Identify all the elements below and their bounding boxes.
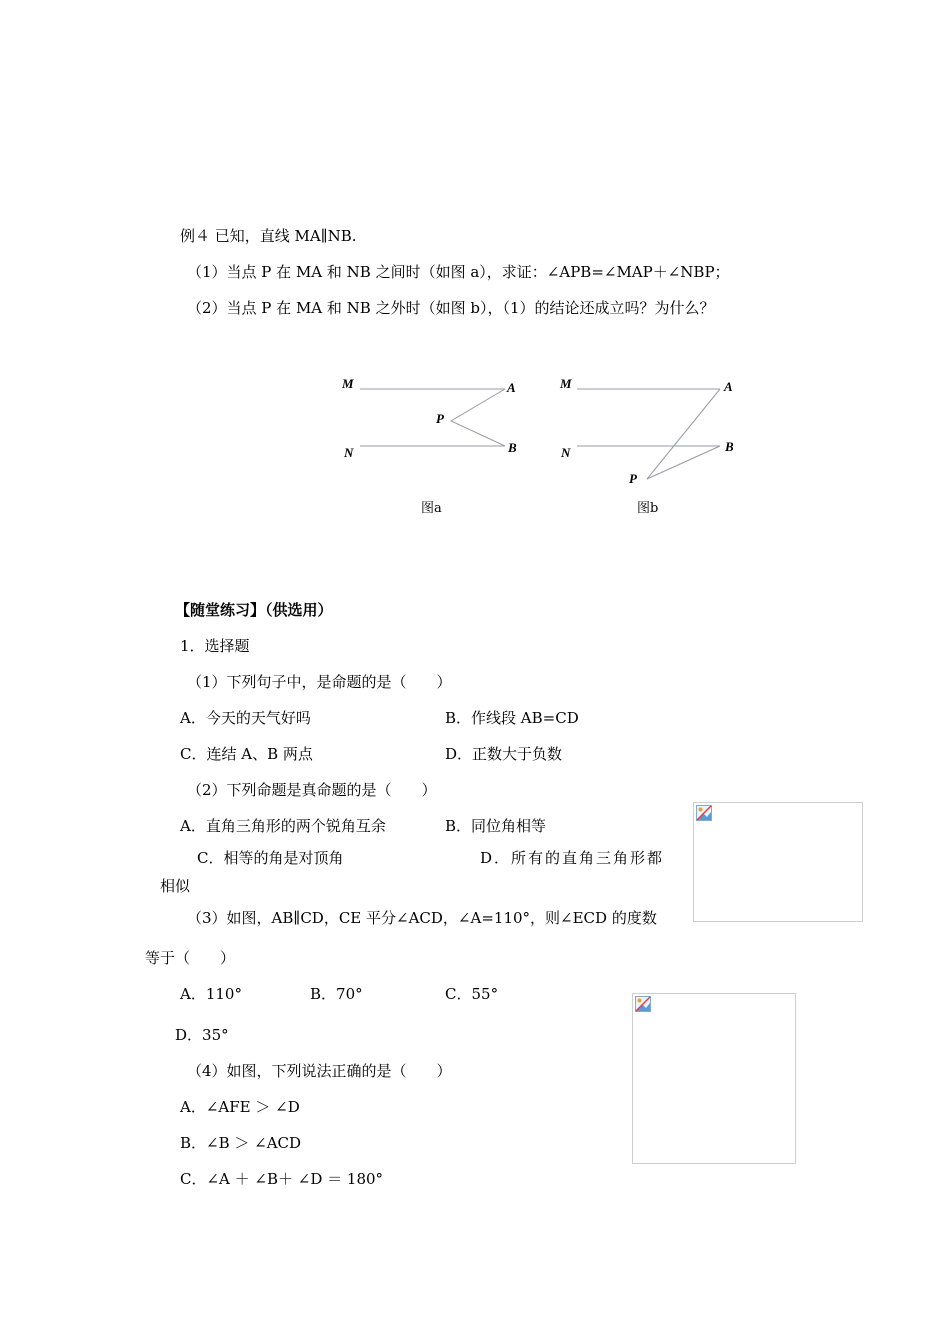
q1-option-a: A．今天的天气好吗 [180, 709, 311, 727]
example-question-1: （1）当点 P 在 MA 和 NB 之间时（如图 a），求证：∠APB=∠MAP＋∠NBP； [187, 263, 730, 281]
q1-option-d: D．正数大于负数 [445, 745, 563, 763]
figure-a-label-n: N [344, 445, 354, 460]
figure-b-label-p: P [629, 471, 637, 486]
q1-option-c: C．连结 A、B 两点 [180, 745, 313, 763]
q3-option-a: A．110° [180, 985, 242, 1003]
q3-option-d: D．35° [175, 1026, 229, 1044]
broken-image-icon [635, 996, 651, 1012]
q4-option-b: B．∠B ＞ ∠ACD [180, 1134, 302, 1152]
figure-b-label-b: B [725, 439, 734, 454]
q1-option-b: B．作线段 AB=CD [445, 709, 579, 727]
broken-image-icon [696, 805, 712, 821]
figure-b-caption: 图b [637, 501, 659, 516]
figure-a-label-a: A [507, 380, 516, 395]
q4-stem: （4）如图，下列说法正确的是（ ） [187, 1062, 452, 1080]
q3-stem-continued: 等于（ ） [145, 949, 236, 967]
q2-option-d: D．所有的直角三角形都 [480, 849, 665, 867]
q2-option-b: B．同位角相等 [445, 817, 547, 835]
section-multiple-choice: 1．选择题 [180, 637, 250, 655]
q3-stem: （3）如图，AB∥CD，CE 平分∠ACD，∠A=110°，则∠ECD 的度数 [187, 909, 657, 927]
figure-a-label-m: M [342, 376, 354, 391]
example-title: 例４ 已知，直线 MA∥NB. [180, 227, 357, 245]
figure-b-label-a: A [724, 379, 733, 394]
figure-a-label-b: B [508, 440, 517, 455]
figure-a-label-p: P [436, 411, 444, 426]
q3-option-c: C．55° [445, 985, 499, 1003]
q2-option-c: C．相等的角是对顶角 [197, 849, 344, 867]
q4-option-c: C．∠A ＋ ∠B＋ ∠D ＝ 180° [180, 1170, 384, 1188]
figure-a-caption: 图a [421, 501, 442, 516]
figure-b-label-m: M [560, 376, 572, 391]
q1-stem: （1）下列句子中，是命题的是（ ） [187, 673, 452, 691]
practice-heading: 【随堂练习】（供选用） [175, 601, 333, 619]
figure-b-label-n: N [561, 445, 571, 460]
example-question-2: （2）当点 P 在 MA 和 NB 之外时（如图 b），（1）的结论还成立吗？为什么？ [187, 299, 715, 317]
q2-stem: （2）下列命题是真命题的是（ ） [187, 781, 437, 799]
q3-option-b: B．70° [310, 985, 363, 1003]
q4-figure-image [632, 993, 796, 1164]
q4-option-a: A．∠AFE ＞ ∠D [180, 1098, 300, 1116]
q2-option-a: A．直角三角形的两个锐角互余 [180, 817, 386, 835]
q2-option-d-continued: 相似 [160, 877, 191, 895]
q3-figure-image [693, 802, 863, 922]
